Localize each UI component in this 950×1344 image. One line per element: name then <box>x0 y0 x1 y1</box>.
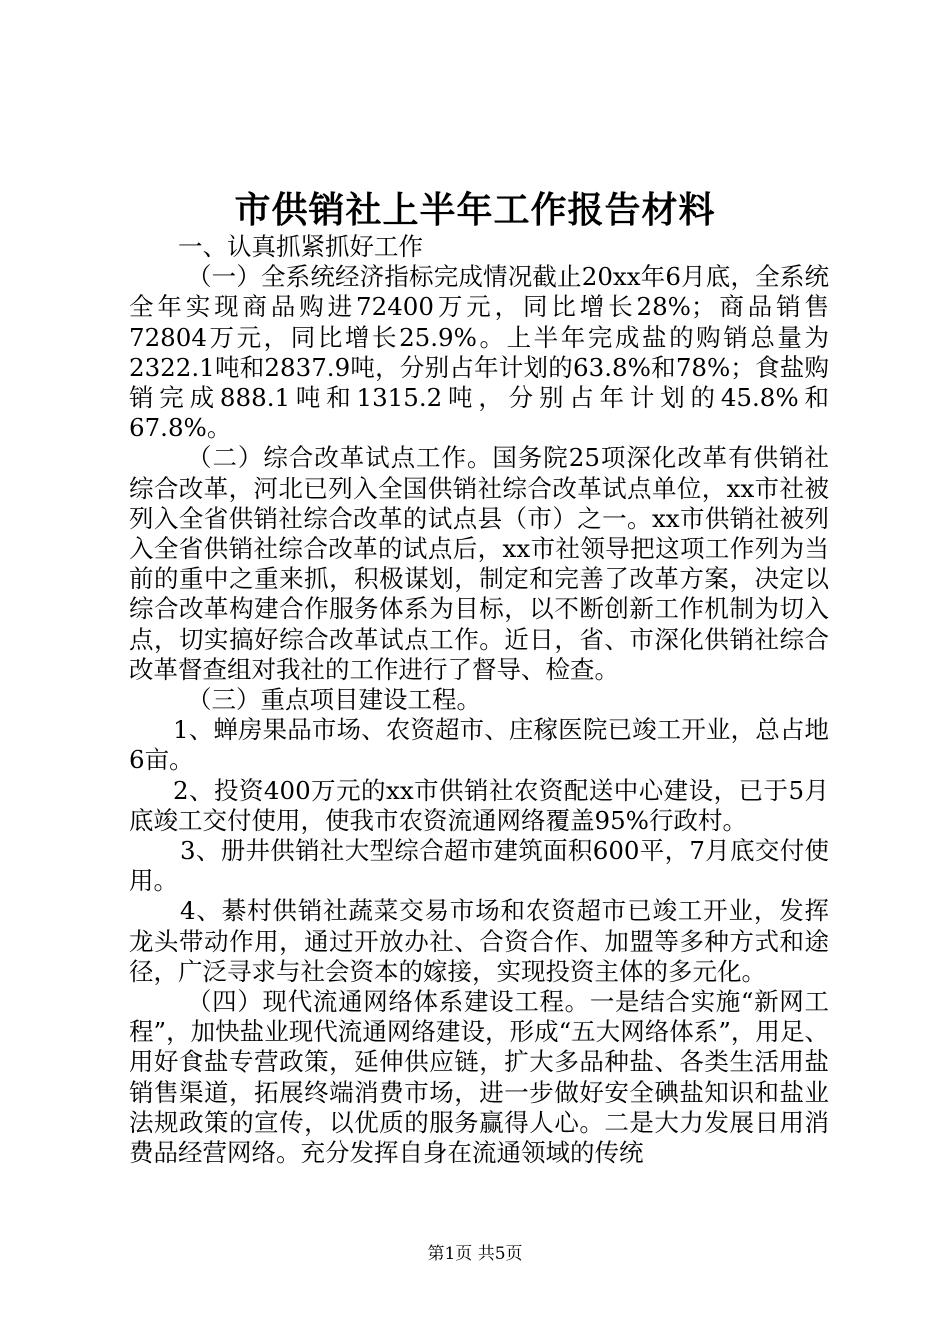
list-item-project-2: 2、投资400万元的xx市供销社农资配送中心建设，已于5月底竣工交付使用，使我市农资流通网络覆盖95%行政村。 <box>129 775 829 835</box>
document-title: 市供销社上半年工作报告材料 <box>234 189 716 231</box>
list-item-project-4: 4、綦村供销社蔬菜交易市场和农资超市已竣工开业，发挥龙头带动作用，通过开放办社、合资合作、加盟等多种方式和途径，广泛寻求与社会资本的嫁接，实现投资主体的多元化。 <box>129 896 829 986</box>
paragraph-economic-indicators: （一）全系统经济指标完成情况截止20xx年6月底，全系统全年实现商品购进72400万元，同比增长28%；商品销售72804万元，同比增长25.9%。上半年完成盐的购销总量为2322.1吨和2837.9吨，分别占年计划的63.8%和78%；食盐购销完成888.1吨和1315.2吨，分别占年计划的45.8%和67.8%。 <box>129 262 829 443</box>
list-item-project-1: 1、蝉房果品市场、农资超市、庄稼医院已竣工开业，总占地6亩。 <box>129 715 829 775</box>
paragraph-key-projects-heading: （三）重点项目建设工程。 <box>187 685 481 715</box>
page-number-footer: 第1页 共5页 <box>427 1244 523 1264</box>
paragraph-reform-pilot: （二）综合改革试点工作。国务院25项深化改革有供销社综合改革，河北已列入全国供销社综合改革试点单位，xx市社被列入全省供销社综合改革的试点县（市）之一。xx市供销社被列入全省供销社综合改革的试点后，xx市社领导把这项工作列为当前的重中之重来抓，积极谋划，制定和完善了改革方案，决定以综合改革构建合作服务体系为目标，以不断创新工作机制为切入点，切实搞好综合改革试点工作。近日，省、市深化供销社综合改革督查组对我社的工作进行了督导、检查。 <box>129 443 829 684</box>
paragraph-distribution-network: （四）现代流通网络体系建设工程。一是结合实施“新网工程”，加快盐业现代流通网络建设，形成“五大网络体系”，用足、用好食盐专营政策，延伸供应链，扩大多品种盐、各类生活用盐销售渠道，拓展终端消费市场，进一步做好安全碘盐知识和盐业法规政策的宣传，以优质的服务赢得人心。二是大力发展日用消费品经营网络。充分发挥自身在流通领域的传统 <box>129 987 829 1168</box>
section-heading: 一、认真抓紧抓好工作 <box>178 232 423 261</box>
document-body <box>129 232 829 1168</box>
list-item-project-3: 3、册井供销社大型综合超市建筑面积600平，7月底交付使用。 <box>129 836 829 896</box>
